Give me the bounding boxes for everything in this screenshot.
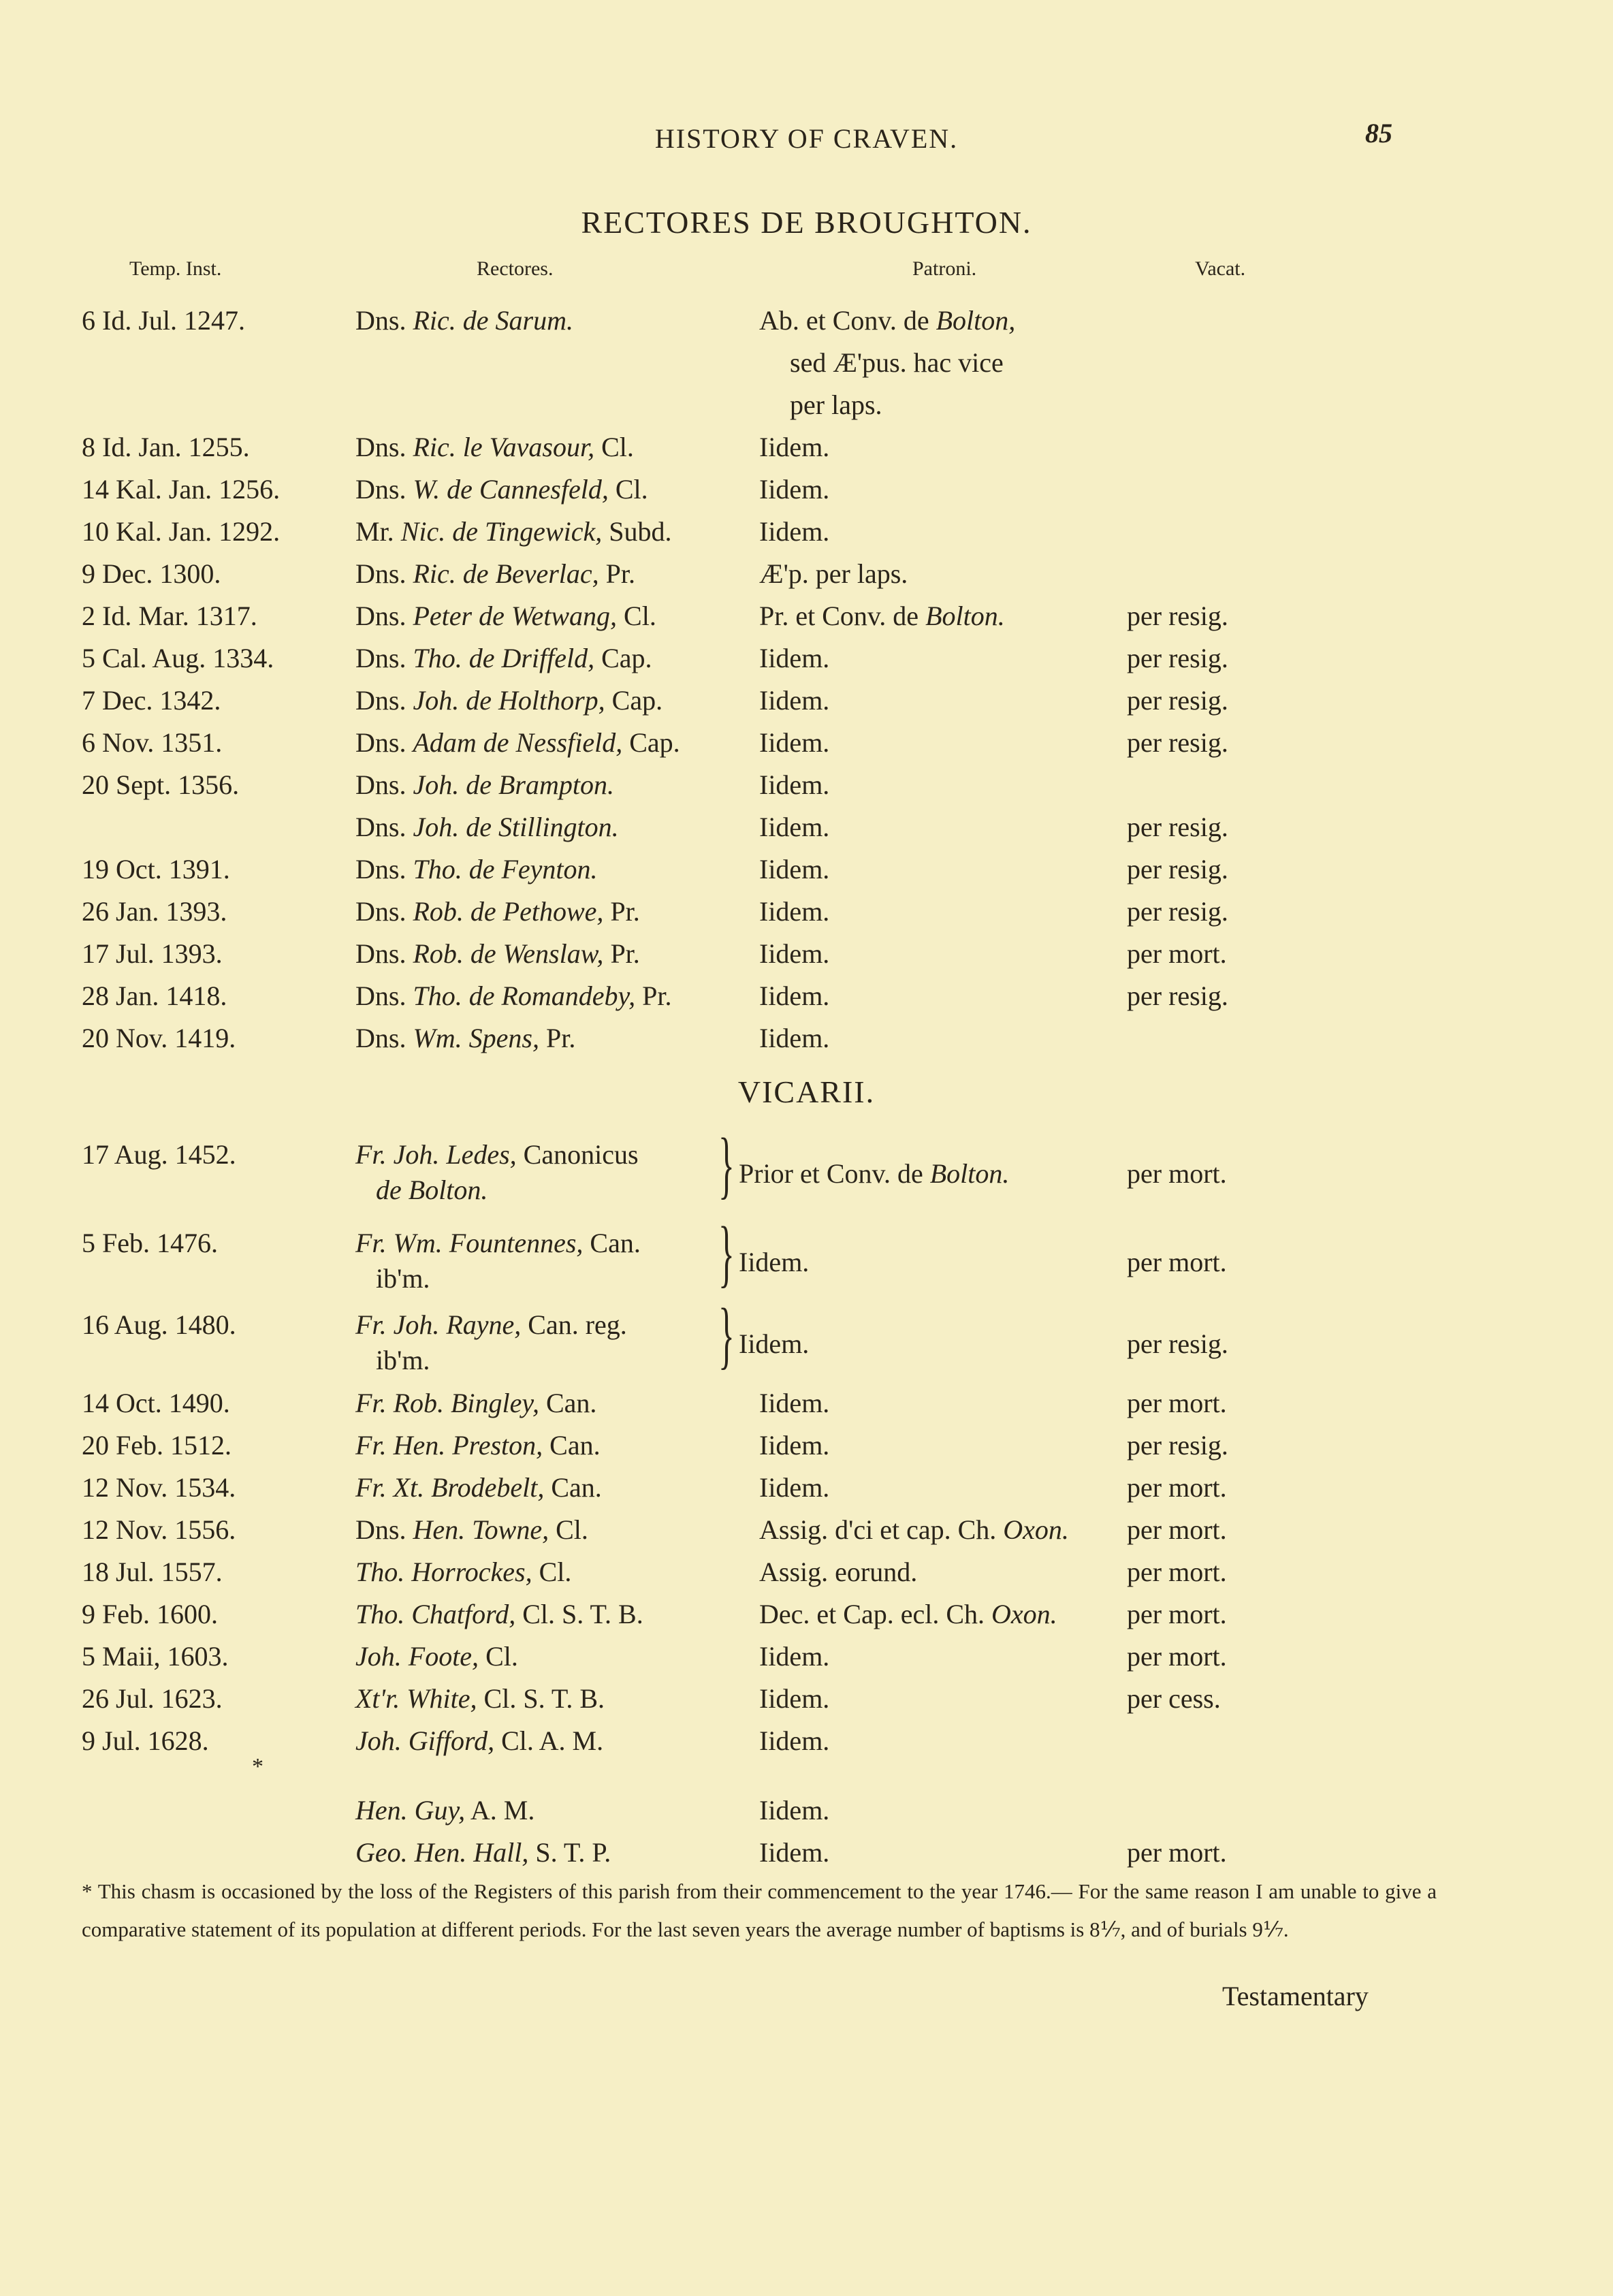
- asterisk-mark: *: [252, 1754, 263, 1779]
- rector-row-9-name: [355, 764, 614, 806]
- name-suffix: Cl.: [479, 1641, 518, 1672]
- person-name: Geo. Hen. Hall,: [355, 1837, 529, 1868]
- person-name: Fr. Hen. Preston,: [355, 1430, 543, 1461]
- name-prefix: Dns.: [355, 980, 413, 1011]
- vicar-braced-date: 17 Aug. 1452.: [82, 1139, 236, 1170]
- person-name: W. de Cannesfeld,: [413, 474, 609, 505]
- patron-text: Iidem.: [759, 516, 830, 547]
- vicar-row-7-patron: [759, 1678, 829, 1720]
- rector-row-2-name: [355, 468, 648, 511]
- vicar-row-4-name: [355, 1551, 571, 1593]
- patron-continuation: sed Æ'pus. hac vice: [790, 347, 1004, 378]
- rector-row-10-vacat: per resig.: [1127, 812, 1228, 842]
- vicar-row-8-patron: [759, 1720, 829, 1762]
- person-name: Ric. le Vavasour,: [413, 432, 595, 462]
- person-name: Fr. Joh. Ledes,: [355, 1139, 517, 1170]
- person-name: Joh. de Holthorp,: [413, 685, 605, 716]
- patron-text: Æ'p. per laps.: [759, 558, 908, 589]
- patron-place: Bolton.: [929, 1158, 1010, 1189]
- page-number: 85: [1365, 118, 1392, 148]
- name-prefix: Dns.: [355, 812, 413, 842]
- patron-text: Assig. eorund.: [759, 1557, 918, 1587]
- vicar-row-2-vacat: per mort.: [1127, 1472, 1227, 1503]
- vicar-row-4-date: 18 Jul. 1557.: [82, 1557, 223, 1587]
- col-header-vacat: Vacat.: [1195, 257, 1246, 280]
- vicar-row-3-vacat: per mort.: [1127, 1514, 1227, 1545]
- rector-row-11-patron: [759, 848, 829, 891]
- patron-text: Iidem.: [759, 643, 830, 673]
- vicar-row-0-vacat: per mort.: [1127, 1388, 1227, 1418]
- patron-place: Oxon.: [1003, 1514, 1069, 1545]
- name-prefix: Dns.: [355, 601, 413, 631]
- name-suffix: Can.: [539, 1388, 597, 1418]
- brace-mark: }: [718, 1293, 735, 1376]
- patron-text: Iidem.: [759, 1683, 830, 1714]
- patron-text: Assig. d'ci et cap. Ch.: [759, 1514, 1004, 1545]
- person-name: Tho. de Feynton.: [413, 854, 598, 884]
- person-name: Tho. de Romandeby,: [413, 980, 636, 1011]
- name-suffix: Cl. S. T. B.: [515, 1599, 643, 1629]
- rector-row-11-vacat: per resig.: [1127, 854, 1228, 884]
- person-name: Tho. de Driffeld,: [413, 643, 595, 673]
- vicar-row-7-vacat: per cess.: [1127, 1683, 1221, 1714]
- vicar-braced-line2: ib'm.: [376, 1345, 430, 1375]
- rector-row-3-date: 10 Kal. Jan. 1292.: [82, 516, 281, 547]
- rector-row-8-vacat: per resig.: [1127, 727, 1228, 758]
- patron-text: Pr. et Conv. de: [759, 601, 926, 631]
- vicar-after-row-1-vacat: per mort.: [1127, 1837, 1227, 1868]
- vicar-row-8-date: 9 Jul. 1628.: [82, 1725, 209, 1756]
- vicar-braced-patron: [739, 1241, 809, 1283]
- person-name: Fr. Joh. Rayne,: [355, 1309, 522, 1340]
- rector-row-5-vacat: per resig.: [1127, 601, 1228, 631]
- patron-text: Iidem.: [759, 769, 830, 800]
- vicar-row-1-name: [355, 1424, 601, 1467]
- vicar-row-5-date: 9 Feb. 1600.: [82, 1599, 218, 1629]
- vicar-row-7-date: 26 Jul. 1623.: [82, 1683, 223, 1714]
- rector-row-8-patron: [759, 722, 829, 764]
- person-name: Adam de Nessfield,: [413, 727, 623, 758]
- patron-text: Iidem.: [759, 812, 830, 842]
- name-suffix: Can.: [583, 1228, 641, 1258]
- patron-place: Oxon.: [991, 1599, 1057, 1629]
- person-name: Nic. de Tingewick,: [400, 516, 603, 547]
- patron-text: Iidem.: [759, 685, 830, 716]
- vicar-braced-line2: de Bolton.: [376, 1175, 488, 1205]
- rector-row-2-date: 14 Kal. Jan. 1256.: [82, 474, 281, 505]
- name-suffix: Pr.: [635, 980, 672, 1011]
- name-suffix: Can. reg.: [521, 1309, 627, 1340]
- patron-text: Iidem.: [759, 432, 830, 462]
- name-prefix: Mr.: [355, 516, 401, 547]
- patron-text: Iidem.: [759, 854, 830, 884]
- vicar-row-6-patron: [759, 1636, 829, 1678]
- rector-row-13-name: [355, 933, 640, 975]
- vicar-braced-patron: [739, 1153, 1009, 1195]
- person-name: Tho. Horrockes,: [355, 1557, 532, 1587]
- rector-row-0-name: [355, 300, 573, 342]
- name-prefix: Dns.: [355, 1023, 413, 1053]
- patron-text: Ab. et Conv. de: [759, 305, 936, 336]
- name-suffix: A. M.: [465, 1795, 535, 1825]
- rector-row-1-date: 8 Id. Jan. 1255.: [82, 432, 250, 462]
- name-suffix: Can.: [543, 1430, 601, 1461]
- rector-row-14-patron: [759, 975, 829, 1017]
- name-suffix: Cl.: [549, 1514, 588, 1545]
- vicar-after-row-0-name: [355, 1789, 534, 1832]
- person-name: Wm. Spens,: [413, 1023, 539, 1053]
- patron-text: Iidem.: [759, 1641, 830, 1672]
- vicar-row-3-date: 12 Nov. 1556.: [82, 1514, 236, 1545]
- vicar-row-1-date: 20 Feb. 1512.: [82, 1430, 231, 1461]
- name-prefix: Dns.: [355, 432, 413, 462]
- patron-text: Iidem.: [759, 938, 830, 969]
- vicar-after-row-0-patron: [759, 1789, 829, 1832]
- rector-row-0-patron: [759, 300, 1015, 342]
- rector-row-6-name: [355, 637, 652, 680]
- person-name: Fr. Rob. Bingley,: [355, 1388, 539, 1418]
- rector-row-9-date: 20 Sept. 1356.: [82, 769, 240, 800]
- rector-row-7-name: [355, 680, 662, 722]
- vicar-braced-line2: ib'm.: [376, 1263, 430, 1294]
- patron-text: Iidem.: [759, 1388, 830, 1418]
- name-prefix: Dns.: [355, 727, 413, 758]
- vicar-row-3-patron: [759, 1509, 1069, 1551]
- patron-text: Iidem.: [759, 474, 830, 505]
- vicar-braced-vacat: per resig.: [1127, 1328, 1228, 1359]
- rector-row-0-date: 6 Id. Jul. 1247.: [82, 305, 245, 336]
- vicar-row-0-name: [355, 1382, 596, 1424]
- person-name: Fr. Xt. Brodebelt,: [355, 1472, 545, 1503]
- name-suffix: Subd.: [602, 516, 672, 547]
- person-name: Xt'r. White,: [355, 1683, 477, 1714]
- patron-text: Iidem.: [759, 1725, 830, 1756]
- rector-row-15-name: [355, 1017, 575, 1059]
- name-suffix: Cl. S. T. B.: [477, 1683, 605, 1714]
- patron-text: Iidem.: [759, 1430, 830, 1461]
- name-prefix: Dns.: [355, 854, 413, 884]
- rector-row-13-vacat: per mort.: [1127, 938, 1227, 969]
- rector-row-10-name: [355, 806, 619, 848]
- rector-row-1-patron: [759, 426, 829, 468]
- rector-row-1-name: [355, 426, 634, 468]
- rector-row-7-date: 7 Dec. 1342.: [82, 685, 221, 716]
- rector-row-12-date: 26 Jan. 1393.: [82, 896, 227, 927]
- rector-row-4-name: [355, 553, 635, 595]
- person-name: Joh. de Brampton.: [413, 769, 614, 800]
- person-name: Ric. de Sarum.: [413, 305, 573, 336]
- patron-place: Bolton.: [925, 601, 1005, 631]
- rector-row-13-date: 17 Jul. 1393.: [82, 938, 223, 969]
- patron-text: Iidem.: [759, 1472, 830, 1503]
- name-suffix: Cap.: [622, 727, 680, 758]
- running-head: HISTORY OF CRAVEN.: [654, 123, 959, 154]
- vicar-row-2-name: [355, 1467, 602, 1509]
- rector-row-14-name: [355, 975, 671, 1017]
- vicar-after-row-1-patron: [759, 1832, 829, 1874]
- rector-row-6-date: 5 Cal. Aug. 1334.: [82, 643, 274, 673]
- vicar-row-7-name: [355, 1678, 605, 1720]
- person-name: Joh. de Stillington.: [413, 812, 619, 842]
- person-name: Joh. Foote,: [355, 1641, 479, 1672]
- person-name: Rob. de Wenslaw,: [413, 938, 604, 969]
- name-suffix: Cl.: [608, 474, 648, 505]
- name-prefix: Dns.: [355, 558, 413, 589]
- vicar-row-4-vacat: per mort.: [1127, 1557, 1227, 1587]
- vicar-row-0-patron: [759, 1382, 829, 1424]
- rector-row-12-vacat: per resig.: [1127, 896, 1228, 927]
- rector-row-2-patron: [759, 468, 829, 511]
- name-suffix: Cap.: [605, 685, 663, 716]
- rector-row-5-patron: [759, 595, 1005, 637]
- footnote: * This chasm is occasioned by the loss of the Registers of this parish from their commencement to the year 1746.— For the same reason I am unable to give a comparative statement of its population at different periods. For the last seven years the average number of baptisms is 8⅐, and of burials 9⅐.: [82, 1879, 1437, 1941]
- vicar-braced-patron: [739, 1323, 809, 1365]
- rector-row-14-vacat: per resig.: [1127, 980, 1228, 1011]
- rector-row-14-date: 28 Jan. 1418.: [82, 980, 227, 1011]
- rector-row-6-patron: [759, 637, 829, 680]
- rector-row-7-vacat: per resig.: [1127, 685, 1228, 716]
- brace-mark: }: [718, 1211, 735, 1294]
- rectores-title: RECTORES DE BROUGHTON.: [581, 205, 1032, 240]
- rector-row-10-patron: [759, 806, 829, 848]
- vicar-row-4-patron: [759, 1551, 917, 1593]
- vicar-row-5-vacat: per mort.: [1127, 1599, 1227, 1629]
- vicar-braced-vacat: per mort.: [1127, 1247, 1227, 1277]
- name-suffix: Cap.: [594, 643, 652, 673]
- name-prefix: Dns.: [355, 769, 413, 800]
- patron-text: Iidem.: [759, 1837, 830, 1868]
- vicar-row-5-name: [355, 1593, 643, 1636]
- name-prefix: Dns.: [355, 685, 413, 716]
- catchword: Testamentary: [1222, 1981, 1369, 2011]
- patron-text: Iidem.: [759, 1795, 830, 1825]
- rector-row-9-patron: [759, 764, 829, 806]
- brace-mark: }: [718, 1123, 735, 1206]
- vicarii-title: VICARII.: [737, 1074, 876, 1109]
- vicar-row-1-patron: [759, 1424, 829, 1467]
- rector-row-4-date: 9 Dec. 1300.: [82, 558, 221, 589]
- vicar-row-8-name: [355, 1720, 603, 1762]
- rector-row-8-date: 6 Nov. 1351.: [82, 727, 223, 758]
- patron-text: Iidem.: [759, 727, 830, 758]
- vicar-after-row-1-name: [355, 1832, 611, 1874]
- patron-place: Bolton,: [936, 305, 1016, 336]
- rector-row-8-name: [355, 722, 680, 764]
- rector-row-5-name: [355, 595, 656, 637]
- col-header-date: Temp. Inst.: [129, 257, 222, 280]
- name-suffix: Cl.: [594, 432, 634, 462]
- rector-row-3-name: [355, 511, 671, 553]
- name-suffix: Cl.: [532, 1557, 572, 1587]
- vicar-row-6-name: [355, 1636, 518, 1678]
- person-name: Fr. Wm. Fountennes,: [355, 1228, 584, 1258]
- vicar-row-0-date: 14 Oct. 1490.: [82, 1388, 230, 1418]
- col-header-patron: Patroni.: [912, 257, 977, 280]
- name-prefix: Dns.: [355, 896, 413, 927]
- vicar-row-6-date: 5 Maii, 1603.: [82, 1641, 229, 1672]
- name-suffix: Pr.: [539, 1023, 576, 1053]
- patron-text: Iidem.: [739, 1247, 810, 1277]
- vicar-row-6-vacat: per mort.: [1127, 1641, 1227, 1672]
- person-name: Rob. de Pethowe,: [413, 896, 604, 927]
- patron-text: Iidem.: [759, 980, 830, 1011]
- rector-row-7-patron: [759, 680, 829, 722]
- patron-text: Iidem.: [739, 1328, 810, 1359]
- patron-text: Prior et Conv. de: [739, 1158, 930, 1189]
- name-prefix: Dns.: [355, 1514, 413, 1545]
- patron-text: Dec. et Cap. ecl. Ch.: [759, 1599, 991, 1629]
- person-name: Hen. Towne,: [413, 1514, 549, 1545]
- rector-row-12-name: [355, 891, 640, 933]
- name-suffix: Pr.: [603, 938, 640, 969]
- name-suffix: Cl. A. M.: [494, 1725, 604, 1756]
- rector-row-4-patron: [759, 553, 908, 595]
- name-suffix: Pr.: [603, 896, 640, 927]
- vicar-braced-vacat: per mort.: [1127, 1158, 1227, 1189]
- name-prefix: Dns.: [355, 305, 413, 336]
- name-suffix: S. T. P.: [528, 1837, 611, 1868]
- name-prefix: Dns.: [355, 938, 413, 969]
- rector-row-11-date: 19 Oct. 1391.: [82, 854, 230, 884]
- rector-row-15-patron: [759, 1017, 829, 1059]
- vicar-row-5-patron: [759, 1593, 1057, 1636]
- vicar-row-1-vacat: per resig.: [1127, 1430, 1228, 1461]
- rector-row-13-patron: [759, 933, 829, 975]
- rector-row-3-patron: [759, 511, 829, 553]
- vicar-braced-date: 5 Feb. 1476.: [82, 1228, 218, 1258]
- person-name: Tho. Chatford,: [355, 1599, 516, 1629]
- rector-row-15-date: 20 Nov. 1419.: [82, 1023, 236, 1053]
- name-suffix: Cl.: [617, 601, 656, 631]
- rector-row-5-date: 2 Id. Mar. 1317.: [82, 601, 257, 631]
- person-name: Peter de Wetwang,: [413, 601, 618, 631]
- vicar-row-2-patron: [759, 1467, 829, 1509]
- rector-row-12-patron: [759, 891, 829, 933]
- name-prefix: Dns.: [355, 643, 413, 673]
- vicar-braced-date: 16 Aug. 1480.: [82, 1309, 236, 1340]
- name-prefix: Dns.: [355, 474, 413, 505]
- patron-continuation: per laps.: [790, 389, 882, 420]
- rector-row-6-vacat: per resig.: [1127, 643, 1228, 673]
- person-name: Joh. Gifford,: [355, 1725, 495, 1756]
- person-name: Hen. Guy,: [355, 1795, 466, 1825]
- patron-text: Iidem.: [759, 1023, 830, 1053]
- name-suffix: Canonicus: [516, 1139, 639, 1170]
- name-suffix: Can.: [544, 1472, 602, 1503]
- rector-row-11-name: [355, 848, 598, 891]
- patron-text: Iidem.: [759, 896, 830, 927]
- name-suffix: Pr.: [598, 558, 635, 589]
- person-name: Ric. de Beverlac,: [413, 558, 599, 589]
- vicar-row-3-name: [355, 1509, 588, 1551]
- col-header-rector: Rectores.: [477, 257, 554, 280]
- vicar-row-2-date: 12 Nov. 1534.: [82, 1472, 236, 1503]
